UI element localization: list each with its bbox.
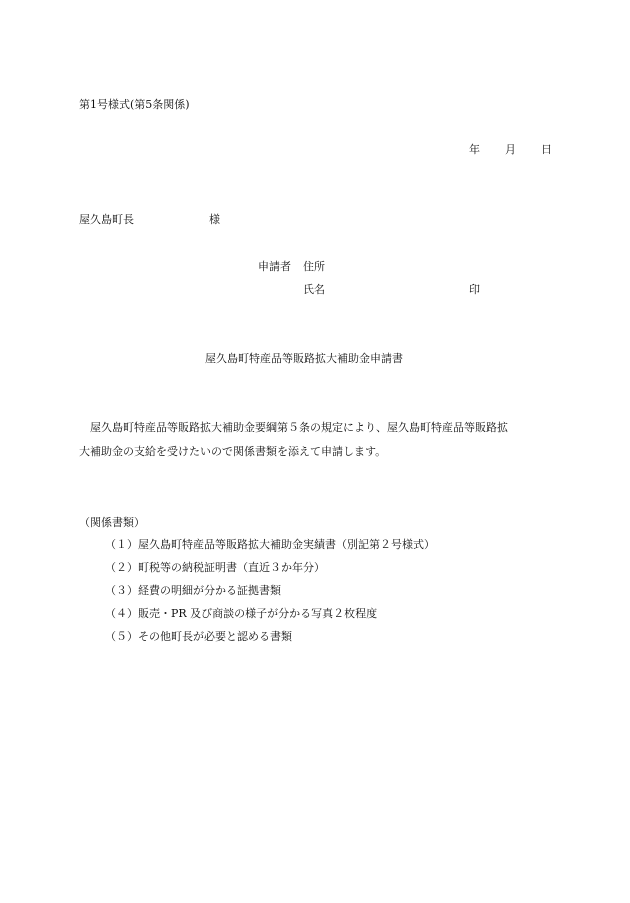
addressee-name: 屋久島町長 [79,213,134,226]
attachment-item-2: （２）町税等の納税証明書（直近３か年分） [105,561,325,574]
attachments-heading: （関係書類） [79,516,145,529]
applicant-name-label: 氏名 [303,283,325,296]
attachment-item-5: （５）その他町長が必要と認める書類 [105,630,292,643]
applicant-address-label: 住所 [303,260,325,273]
date-month-label: 月 [505,143,516,156]
body-text-line-2: 大補助金の支給を受けたいので関係書類を添えて申請します。 [79,445,387,458]
attachment-item-1: （１）屋久島町特産品等販路拡大補助金実績書（別記第２号様式） [105,538,435,551]
addressee-honorific: 様 [209,213,220,226]
applicant-role-label: 申請者 [258,260,291,273]
form-number-label: 第1号様式(第5条関係) [79,98,190,111]
date-year-label: 年 [469,143,480,156]
date-day-label: 日 [541,143,552,156]
body-text-line-1: 屋久島町特産品等販路拡大補助金要綱第５条の規定により、屋久島町特産品等販路拡 [90,421,508,434]
attachment-item-3: （３）経費の明細が分かる証拠書類 [105,584,281,597]
document-title: 屋久島町特産品等販路拡大補助金申請書 [205,352,403,365]
seal-label: 印 [469,283,480,296]
attachment-item-4: （４）販売・PR 及び商談の様子が分かる写真２枚程度 [105,607,378,620]
